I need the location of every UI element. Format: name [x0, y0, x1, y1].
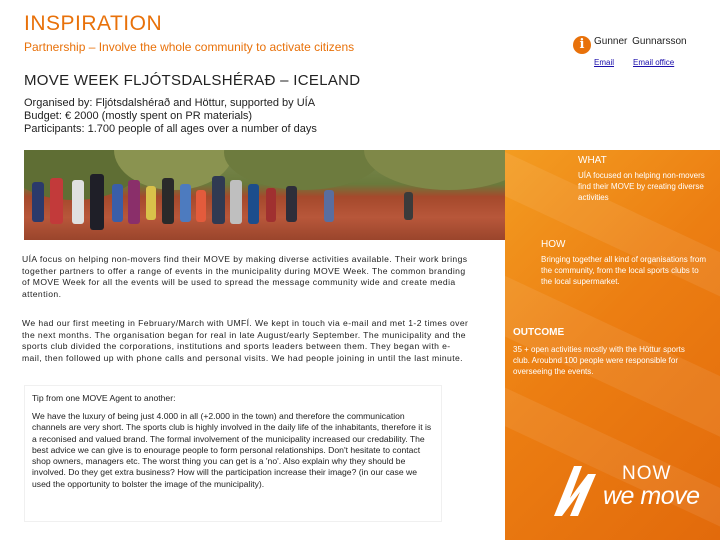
email-office-link[interactable]: Email office: [633, 58, 675, 67]
photo-runner: [248, 184, 259, 224]
tip-text: We have the luxury of being just 4.000 in all (+2.000 in the town) and therefore the communication channels are very short. The sports club is highly involved in the daily life of the inhabitants, therefore it is a reconised and valued brand. The formal involvement of the municipality increased our credability. The best advice we can give is to enourage people to form personal relationships. Don't hesitate to contact shop owners, managers etc. The worst thing you can get is a 'no'. Also explain why they should be involved. Do they get extra business? How will the participation increase their image? (in our case we used the opportunity to bolster the image of the municipality).: [32, 411, 432, 489]
photo-runner: [90, 174, 104, 230]
photo-runner: [404, 192, 413, 220]
event-photo: [24, 150, 505, 240]
logo-text-now: NOW: [622, 463, 672, 484]
photo-runner: [50, 178, 63, 224]
photo-runner: [72, 180, 84, 224]
budget: Budget: € 2000 (mostly spent on PR materials): [24, 110, 253, 122]
email-link[interactable]: Email: [594, 58, 615, 67]
how-heading: HOW: [541, 239, 566, 250]
photo-runner: [212, 176, 225, 224]
logo-text-we-move: we move: [603, 482, 700, 510]
paragraph-process: We had our first meeting in February/March with UMFÍ. We kept in touch via e-mail and met 1-2 times over the next months. The organisation began for real in late August/early September. The municipality and the sports club divided the corporations, institutions and sports leaders between them. They began with e-mail, then followed up with phone calls and personal visits. We had people joining in until the last minute.: [22, 318, 469, 363]
contact-name: Gunner Gunnarsson: [594, 36, 687, 47]
photo-runner: [32, 182, 44, 222]
paragraph-focus: UÍA focus on helping non-movers find their MOVE by making diverse activities available. Their work brings together partners to offer a range of events in the municipality during MOVE Week. The common branding of MOVE Week for all the events will be used to spread the message community wide and create media attention.: [22, 254, 468, 299]
info-icon: i: [573, 36, 591, 54]
logo-mark: [554, 466, 596, 516]
photo-runner: [324, 190, 334, 222]
outcome-text: 35 + open activities mostly with the Höttur sports club. Aroubnd 100 people were responsible for overseeing the events.: [513, 345, 685, 376]
photo-runner: [180, 184, 191, 222]
photo-runner: [112, 184, 123, 222]
photo-runner: [286, 186, 297, 222]
section-heading: MOVE WEEK FLJÓTSDALSHÉRAÐ – ICELAND: [24, 72, 361, 89]
photo-runner: [230, 180, 242, 224]
photo-runner: [196, 190, 206, 222]
photo-tree: [364, 150, 505, 190]
event-details: [24, 97, 317, 136]
outcome-heading: OUTCOME: [513, 327, 565, 338]
what-heading: WHAT: [578, 155, 607, 166]
what-text: UÍA focused on helping non-movers find their MOVE by creating diverse activities: [578, 171, 705, 202]
tip-heading: Tip from one MOVE Agent to another:: [32, 393, 176, 403]
page-subtitle: Partnership – Involve the whole community to activate citizens: [24, 40, 355, 54]
page-title: INSPIRATION: [24, 12, 163, 35]
photo-runner: [162, 178, 174, 224]
how-text: Bringing together all kind of organisations from the community, from the local sports clubs to the local supermarket.: [541, 255, 706, 286]
photo-runner: [266, 188, 276, 222]
participants: Participants: 1.700 people of all ages over a number of days: [24, 123, 317, 135]
organised-by: Organised by: Fljótsdalshérað and Höttur, supported by UÍA: [24, 97, 316, 109]
photo-runner: [128, 180, 140, 224]
photo-runner: [146, 186, 156, 220]
